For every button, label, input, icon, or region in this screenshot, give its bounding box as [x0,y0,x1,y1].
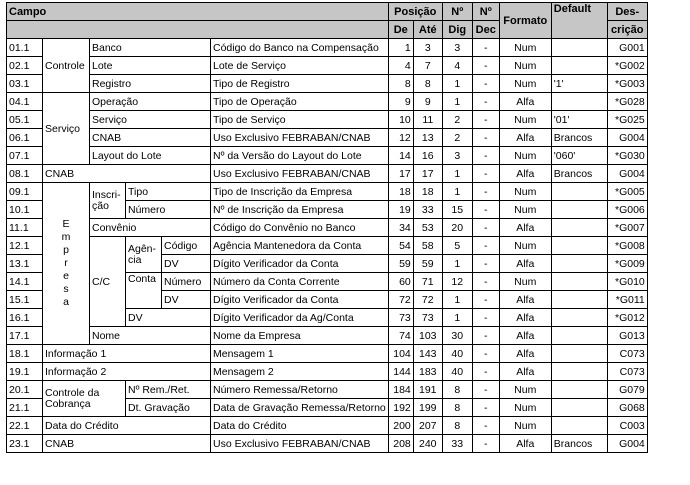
field-formato: Num [499,57,551,75]
field-description: Tipo de Serviço [211,111,389,129]
group-cnab: CNAB [43,165,211,183]
field-formato: Num [499,417,551,435]
field-description: Número da Conta Corrente [211,273,389,291]
field-default [551,273,607,291]
field-formato: Alfa [499,327,551,345]
field-description: Tipo de Registro [211,75,389,93]
field-ate: 191 [413,381,442,399]
field-dec: - [472,93,499,111]
field-id: 06.1 [7,129,43,147]
field-dec: - [472,183,499,201]
field-code: G079 [607,381,647,399]
field-name: DV [162,255,211,273]
header-row-1 [7,3,648,21]
field-dig: 4 [442,57,472,75]
field-name: Convênio [90,219,211,237]
table-row [7,327,648,345]
group-empresa-label: E m p r e s a [61,218,71,308]
field-de: 19 [388,201,413,219]
field-ate: 16 [413,147,442,165]
field-default: Brancos [551,129,607,147]
field-ate: 3 [413,39,442,57]
field-dec: - [472,309,499,327]
field-formato: Num [499,399,551,417]
field-default [551,327,607,345]
field-de: 14 [388,147,413,165]
field-name: Lote [90,57,211,75]
group-controle-cobranca: Controle da Cobrança [43,381,126,417]
field-id: 03.1 [7,75,43,93]
group-inscricao: Inscri- ção [90,183,126,219]
field-de: 104 [388,345,413,363]
field-default [551,417,607,435]
table-row [7,345,648,363]
header-ate: Até [413,21,442,39]
field-dig: 33 [442,435,472,453]
field-name: Número [162,273,211,291]
field-id: 08.1 [7,165,43,183]
field-code: *G011 [607,291,647,309]
field-id: 17.1 [7,327,43,345]
group-agencia: Agên- cia [126,237,162,273]
field-description: Mensagem 2 [211,363,389,381]
field-dig: 5 [442,237,472,255]
header-default: Default [551,3,607,39]
table-row [7,111,648,129]
field-description: Código do Banco na Compensação [211,39,389,57]
field-dig: 3 [442,147,472,165]
field-code: G004 [607,435,647,453]
field-formato: Alfa [499,93,551,111]
field-de: 4 [388,57,413,75]
field-description: Tipo de Operação [211,93,389,111]
field-dec: - [472,147,499,165]
field-dig: 40 [442,363,472,381]
field-dig: 15 [442,201,472,219]
field-id: 18.1 [7,345,43,363]
field-ate: 9 [413,93,442,111]
group-cc: C/C [90,237,126,327]
table-row [7,165,648,183]
field-dig: 1 [442,165,472,183]
field-dig: 8 [442,381,472,399]
field-de: 1 [388,39,413,57]
group-servico: Serviço [43,93,90,165]
field-dec: - [472,417,499,435]
field-description: Dígito Verificador da Ag/Conta [211,309,389,327]
field-code: C003 [607,417,647,435]
table-row [7,219,648,237]
field-ate: 7 [413,57,442,75]
field-name: Nº Rem./Ret. [126,381,211,399]
field-de: 34 [388,219,413,237]
field-description: Número Remessa/Retorno [211,381,389,399]
group-controle: Controle [43,39,90,93]
field-dec: - [472,291,499,309]
field-formato: Num [499,183,551,201]
field-description: Código do Convênio no Banco [211,219,389,237]
field-dig: 2 [442,111,472,129]
field-default [551,201,607,219]
table-row [7,237,648,255]
field-default: '060' [551,147,607,165]
field-default [551,39,607,57]
field-code: C073 [607,345,647,363]
field-default [551,93,607,111]
field-code: *G012 [607,309,647,327]
header-campo: Campo [7,3,389,21]
field-name: Layout do Lote [90,147,211,165]
field-id: 22.1 [7,417,43,435]
table-row [7,57,648,75]
field-formato: Alfa [499,363,551,381]
field-description: Nº de Inscrição da Empresa [211,201,389,219]
header-lote-table [6,2,648,453]
table-row [7,129,648,147]
field-default [551,255,607,273]
field-dig: 1 [442,75,472,93]
field-formato: Alfa [499,345,551,363]
field-default: '1' [551,75,607,93]
header-posicao: Posição [388,3,442,21]
table-row [7,75,648,93]
field-code: *G025 [607,111,647,129]
field-description: Data de Gravação Remessa/Retorno [211,399,389,417]
field-dig: 1 [442,309,472,327]
field-id: 19.1 [7,363,43,381]
field-code: *G030 [607,147,647,165]
field-id: 15.1 [7,291,43,309]
field-code: *G002 [607,57,647,75]
field-de: 144 [388,363,413,381]
field-de: 184 [388,381,413,399]
field-dig: 30 [442,327,472,345]
field-id: 21.1 [7,399,43,417]
field-dig: 8 [442,399,472,417]
field-dig: 3 [442,39,472,57]
field-description: Data do Crédito [211,417,389,435]
header-dig: Dig [442,21,472,39]
table-row [7,93,648,111]
field-name: Tipo [126,183,211,201]
field-dec: - [472,237,499,255]
field-default [551,309,607,327]
group-empresa [43,183,90,345]
field-de: 200 [388,417,413,435]
field-default [551,57,607,75]
header-descricao-1: Des- [607,3,647,21]
field-de: 59 [388,255,413,273]
field-description: Nº da Versão do Layout do Lote [211,147,389,165]
field-description: Dígito Verificador da Conta [211,255,389,273]
field-name: DV [126,309,211,327]
field-id: 02.1 [7,57,43,75]
field-default [551,291,607,309]
field-formato: Alfa [499,219,551,237]
field-ate: 13 [413,129,442,147]
field-code: *G009 [607,255,647,273]
field-ate: 183 [413,363,442,381]
field-ate: 143 [413,345,442,363]
table-row [7,417,648,435]
field-ate: 18 [413,183,442,201]
field-name: Nome [90,327,211,345]
header-descricao-2: crição [607,21,647,39]
field-id: 07.1 [7,147,43,165]
field-default [551,237,607,255]
field-default [551,381,607,399]
field-de: 73 [388,309,413,327]
field-ate: 72 [413,291,442,309]
field-dec: - [472,255,499,273]
field-name: Número [126,201,211,219]
field-ate: 199 [413,399,442,417]
table-row [7,147,648,165]
field-description: Uso Exclusivo FEBRABAN/CNAB [211,435,389,453]
field-name: Código [162,237,211,255]
field-formato: Alfa [499,129,551,147]
field-name: Informação 2 [43,363,211,381]
field-description: Dígito Verificador da Conta [211,291,389,309]
field-id: 12.1 [7,237,43,255]
table-row [7,39,648,57]
header-formato: Formato [499,3,551,39]
field-code: C073 [607,363,647,381]
field-formato: Num [499,273,551,291]
field-dec: - [472,363,499,381]
field-name: Banco [90,39,211,57]
field-id: 16.1 [7,309,43,327]
field-code: *G006 [607,201,647,219]
field-formato: Num [499,39,551,57]
field-id: 09.1 [7,183,43,201]
field-default [551,183,607,201]
table-row [7,381,648,399]
field-formato: Alfa [499,291,551,309]
field-name: Operação [90,93,211,111]
field-id: 10.1 [7,201,43,219]
field-id: 11.1 [7,219,43,237]
field-ate: 71 [413,273,442,291]
field-dig: 1 [442,291,472,309]
field-id: 14.1 [7,273,43,291]
field-code: *G003 [607,75,647,93]
field-default [551,219,607,237]
layout-table-container [6,2,648,453]
field-dec: - [472,273,499,291]
field-formato: Num [499,381,551,399]
field-dec: - [472,129,499,147]
field-ate: 207 [413,417,442,435]
field-dig: 8 [442,417,472,435]
field-description: Tipo de Inscrição da Empresa [211,183,389,201]
field-de: 60 [388,273,413,291]
field-dig: 12 [442,273,472,291]
field-formato: Alfa [499,165,551,183]
field-code: G068 [607,399,647,417]
field-dig: 2 [442,129,472,147]
field-de: 9 [388,93,413,111]
field-name: CNAB [90,129,211,147]
field-formato: Alfa [499,309,551,327]
field-ate: 53 [413,219,442,237]
field-dec: - [472,57,499,75]
field-code: *G028 [607,93,647,111]
field-id: 23.1 [7,435,43,453]
field-ate: 8 [413,75,442,93]
field-de: 74 [388,327,413,345]
field-de: 208 [388,435,413,453]
field-ate: 103 [413,327,442,345]
field-formato: Num [499,111,551,129]
field-dec: - [472,381,499,399]
field-name: Dt. Gravação [126,399,211,417]
field-de: 18 [388,183,413,201]
field-dig: 1 [442,93,472,111]
field-ate: 58 [413,237,442,255]
field-dec: - [472,165,499,183]
table-row [7,363,648,381]
field-description: Lote de Serviço [211,57,389,75]
field-name: Registro [90,75,211,93]
field-dec: - [472,345,499,363]
field-code: *G008 [607,237,647,255]
field-description: Mensagem 1 [211,345,389,363]
header-de: De [388,21,413,39]
field-dec: - [472,219,499,237]
field-default: Brancos [551,165,607,183]
field-formato: Alfa [499,255,551,273]
field-dec: - [472,327,499,345]
field-code: *G005 [607,183,647,201]
field-dec: - [472,435,499,453]
field-dig: 1 [442,255,472,273]
field-id: 04.1 [7,93,43,111]
field-id: 01.1 [7,39,43,57]
field-dig: 1 [442,183,472,201]
group-conta: Conta [126,273,162,309]
field-ate: 73 [413,309,442,327]
field-default [551,363,607,381]
field-description: Uso Exclusivo FEBRABAN/CNAB [211,129,389,147]
field-formato: Num [499,147,551,165]
field-id: 05.1 [7,111,43,129]
table-row [7,435,648,453]
field-formato: Num [499,75,551,93]
field-dig: 40 [442,345,472,363]
field-dig: 20 [442,219,472,237]
field-code: *G007 [607,219,647,237]
field-description: Uso Exclusivo FEBRABAN/CNAB [211,165,389,183]
field-default [551,399,607,417]
field-de: 54 [388,237,413,255]
field-code: G004 [607,165,647,183]
header-dec: Dec [472,21,499,39]
field-name: DV [162,291,211,309]
field-name: Informação 1 [43,345,211,363]
field-dec: - [472,399,499,417]
field-id: 13.1 [7,255,43,273]
field-dec: - [472,201,499,219]
field-name: Data do Crédito [43,417,211,435]
table-row [7,183,648,201]
header-n-decimais: Nº [472,3,499,21]
field-de: 17 [388,165,413,183]
field-de: 10 [388,111,413,129]
field-name: CNAB [43,435,211,453]
field-ate: 11 [413,111,442,129]
field-default [551,345,607,363]
field-de: 8 [388,75,413,93]
field-ate: 240 [413,435,442,453]
field-dec: - [472,111,499,129]
field-default: '01' [551,111,607,129]
field-default: Brancos [551,435,607,453]
field-id: 20.1 [7,381,43,399]
field-formato: Num [499,201,551,219]
field-de: 12 [388,129,413,147]
field-formato: Alfa [499,435,551,453]
field-formato: Num [499,237,551,255]
field-ate: 17 [413,165,442,183]
field-description: Nome da Empresa [211,327,389,345]
field-de: 72 [388,291,413,309]
field-code: G001 [607,39,647,57]
field-de: 192 [388,399,413,417]
field-dec: - [472,75,499,93]
header-campo-blank [7,21,389,39]
field-code: G004 [607,129,647,147]
field-description: Agência Mantenedora da Conta [211,237,389,255]
field-name: Serviço [90,111,211,129]
header-n-digitos: Nº [442,3,472,21]
field-ate: 33 [413,201,442,219]
field-code: G013 [607,327,647,345]
field-dec: - [472,39,499,57]
field-code: *G010 [607,273,647,291]
field-ate: 59 [413,255,442,273]
